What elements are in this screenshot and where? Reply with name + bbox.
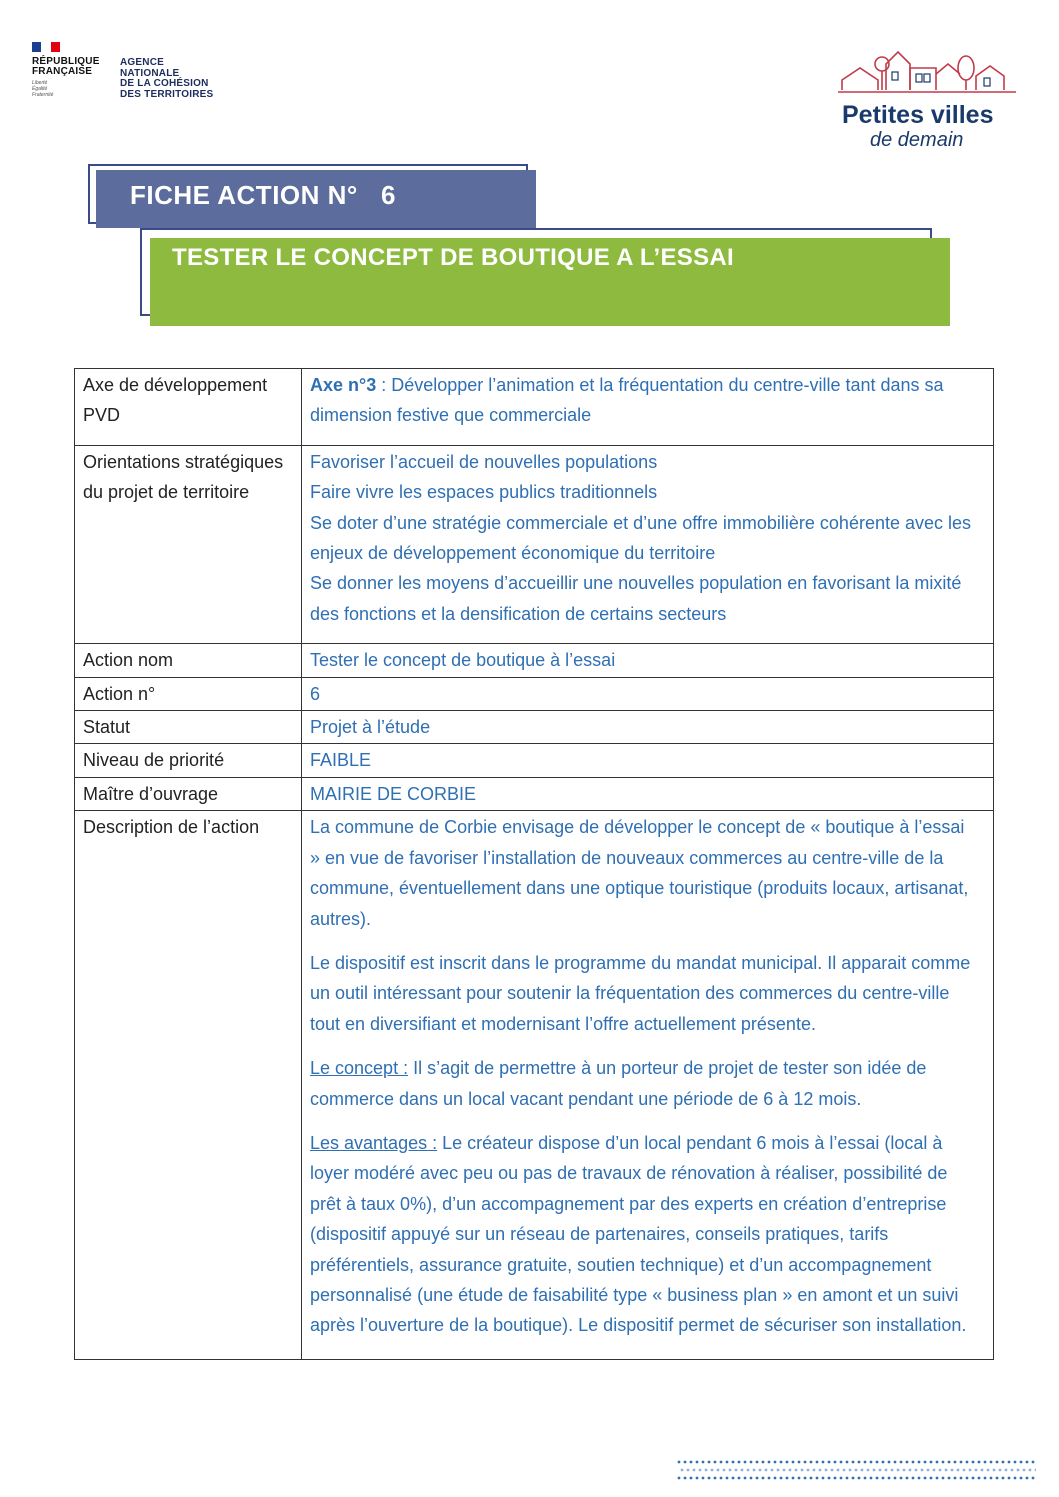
decorative-dot bbox=[696, 1477, 699, 1480]
decorative-dot bbox=[750, 1477, 753, 1480]
decorative-dot bbox=[876, 1477, 879, 1480]
decorative-dot bbox=[900, 1477, 903, 1480]
description-paragraph: La commune de Corbie envisage de développer le concept de « boutique à l’essai » en vue de favoriser l’installation de nouveaux commerces au centre-ville de la commune, éventuellement dans une optique touristique (produits locaux, artisanat, autres). bbox=[310, 817, 969, 929]
decorative-dot bbox=[1014, 1477, 1017, 1480]
decorative-dot bbox=[774, 1461, 777, 1464]
decorative-dot bbox=[780, 1461, 783, 1464]
decorative-dot bbox=[942, 1461, 945, 1464]
axe-text: : Développer l’animation et la fréquentation du centre-ville tant dans sa dimension festive que commerciale bbox=[310, 375, 944, 426]
decorative-dot bbox=[954, 1461, 957, 1464]
decorative-dot bbox=[861, 1469, 864, 1472]
row-label: Statut bbox=[75, 711, 302, 744]
decorative-dot bbox=[690, 1477, 693, 1480]
decorative-dot bbox=[897, 1469, 900, 1472]
decorative-dot bbox=[954, 1477, 957, 1480]
decorative-dot bbox=[681, 1469, 684, 1472]
decorative-dot bbox=[696, 1461, 699, 1464]
decorative-dot bbox=[741, 1469, 744, 1472]
decorative-dot bbox=[1005, 1469, 1008, 1472]
decorative-dot bbox=[912, 1477, 915, 1480]
decorative-dot bbox=[711, 1469, 714, 1472]
decorative-dot bbox=[966, 1461, 969, 1464]
decorative-dot bbox=[756, 1461, 759, 1464]
decorative-dot bbox=[738, 1477, 741, 1480]
list-item: Faire vivre les espaces publics traditionnels bbox=[310, 482, 658, 503]
decorative-dot bbox=[918, 1477, 921, 1480]
decorative-dot bbox=[735, 1469, 738, 1472]
decorative-dot bbox=[843, 1469, 846, 1472]
decorative-dot bbox=[1020, 1477, 1023, 1480]
table-row bbox=[75, 445, 994, 643]
row-value bbox=[302, 811, 994, 1360]
decorative-dot bbox=[714, 1477, 717, 1480]
decorative-dot bbox=[945, 1469, 948, 1472]
decorative-dot bbox=[759, 1469, 762, 1472]
decorative-dot bbox=[924, 1477, 927, 1480]
decorative-dot bbox=[684, 1477, 687, 1480]
decorative-dot bbox=[960, 1461, 963, 1464]
row-value: Projet à l’étude bbox=[302, 711, 994, 744]
decorative-dot bbox=[684, 1461, 687, 1464]
petites-villes-de-demain-logo bbox=[836, 44, 1026, 154]
decorative-dot bbox=[876, 1461, 879, 1464]
decorative-dot bbox=[993, 1469, 996, 1472]
decorative-dot bbox=[723, 1469, 726, 1472]
decorative-dot bbox=[762, 1477, 765, 1480]
decorative-dot bbox=[927, 1469, 930, 1472]
republique-francaise-text: RÉPUBLIQUE FRANÇAISE bbox=[32, 56, 100, 77]
decorative-dot bbox=[771, 1469, 774, 1472]
decorative-dot bbox=[786, 1461, 789, 1464]
decorative-dot bbox=[765, 1469, 768, 1472]
decorative-dot bbox=[948, 1461, 951, 1464]
decorative-dot bbox=[807, 1469, 810, 1472]
decorative-dot bbox=[870, 1477, 873, 1480]
decorative-dot bbox=[879, 1469, 882, 1472]
decorative-dot bbox=[1002, 1461, 1005, 1464]
decorative-dot bbox=[768, 1461, 771, 1464]
decorative-dot bbox=[810, 1477, 813, 1480]
decorative-dot bbox=[810, 1461, 813, 1464]
decorative-dot bbox=[693, 1469, 696, 1472]
decorative-dot bbox=[972, 1461, 975, 1464]
decorative-dot bbox=[894, 1461, 897, 1464]
decorative-dot bbox=[891, 1469, 894, 1472]
list-item: Se donner les moyens d’accueillir une nouvelles population en favorisant la mixité des fonctions et la densification de certains secteurs bbox=[310, 573, 962, 624]
decorative-dot bbox=[720, 1461, 723, 1464]
concept-text: Il s’agit de permettre à un porteur de projet de tester son idée de commerce dans un local vacant pendant une période de 6 à 12 mois. bbox=[310, 1058, 927, 1109]
row-label: Description de l’action bbox=[75, 811, 302, 1360]
decorative-dot bbox=[702, 1461, 705, 1464]
decorative-dot bbox=[1035, 1469, 1036, 1472]
decorative-dot bbox=[900, 1461, 903, 1464]
decorative-dot bbox=[1002, 1477, 1005, 1480]
decorative-dot bbox=[936, 1461, 939, 1464]
decorative-dot bbox=[1014, 1461, 1017, 1464]
decorative-dots-pattern bbox=[676, 1458, 1036, 1482]
decorative-dot bbox=[708, 1461, 711, 1464]
decorative-dot bbox=[903, 1469, 906, 1472]
row-label: Orientations stratégiques du projet de territoire bbox=[75, 445, 302, 643]
decorative-dot bbox=[915, 1469, 918, 1472]
decorative-dot bbox=[966, 1477, 969, 1480]
decorative-dot bbox=[960, 1477, 963, 1480]
devise-text: Liberté Égalité Fraternité bbox=[32, 80, 54, 98]
decorative-dot bbox=[894, 1477, 897, 1480]
row-label: Action n° bbox=[75, 677, 302, 710]
decorative-dot bbox=[750, 1461, 753, 1464]
row-value: FAIBLE bbox=[302, 744, 994, 777]
decorative-dot bbox=[702, 1477, 705, 1480]
decorative-dot bbox=[798, 1477, 801, 1480]
decorative-dot bbox=[783, 1469, 786, 1472]
decorative-dot bbox=[804, 1477, 807, 1480]
decorative-dot bbox=[948, 1477, 951, 1480]
decorative-dot bbox=[726, 1477, 729, 1480]
decorative-dot bbox=[885, 1469, 888, 1472]
decorative-dot bbox=[846, 1461, 849, 1464]
decorative-dot bbox=[912, 1461, 915, 1464]
action-title: TESTER LE CONCEPT DE BOUTIQUE A L’ESSAI bbox=[172, 244, 734, 271]
decorative-dot bbox=[792, 1477, 795, 1480]
decorative-dot bbox=[717, 1469, 720, 1472]
decorative-dot bbox=[846, 1477, 849, 1480]
decorative-dot bbox=[999, 1469, 1002, 1472]
fiche-action-number: FICHE ACTION N° 6 bbox=[130, 180, 396, 210]
decorative-dot bbox=[858, 1477, 861, 1480]
table-row bbox=[75, 811, 994, 1360]
decorative-dot bbox=[1026, 1477, 1029, 1480]
fiche-action-table bbox=[74, 368, 994, 1360]
decorative-dot bbox=[678, 1477, 681, 1480]
table-row bbox=[75, 711, 994, 744]
decorative-dot bbox=[777, 1469, 780, 1472]
decorative-dot bbox=[819, 1469, 822, 1472]
decorative-dot bbox=[852, 1477, 855, 1480]
decorative-dot bbox=[921, 1469, 924, 1472]
decorative-dot bbox=[756, 1477, 759, 1480]
decorative-dot bbox=[978, 1461, 981, 1464]
decorative-dot bbox=[930, 1461, 933, 1464]
decorative-dot bbox=[909, 1469, 912, 1472]
decorative-dot bbox=[936, 1477, 939, 1480]
decorative-dot bbox=[1029, 1469, 1032, 1472]
decorative-dot bbox=[1008, 1461, 1011, 1464]
french-flag-icon bbox=[32, 42, 60, 52]
decorative-dot bbox=[972, 1477, 975, 1480]
decorative-dot bbox=[762, 1461, 765, 1464]
list-item: Favoriser l’accueil de nouvelles populations bbox=[310, 451, 658, 472]
decorative-dot bbox=[852, 1461, 855, 1464]
decorative-dot bbox=[789, 1469, 792, 1472]
decorative-dot bbox=[933, 1469, 936, 1472]
decorative-dot bbox=[726, 1461, 729, 1464]
decorative-dot bbox=[867, 1469, 870, 1472]
row-label: Maître d’ouvrage bbox=[75, 777, 302, 810]
decorative-dot bbox=[1026, 1461, 1029, 1464]
decorative-dot bbox=[699, 1469, 702, 1472]
decorative-dot bbox=[963, 1469, 966, 1472]
decorative-dot bbox=[906, 1461, 909, 1464]
decorative-dot bbox=[864, 1461, 867, 1464]
table-row bbox=[75, 777, 994, 810]
decorative-dot bbox=[678, 1461, 681, 1464]
decorative-dot bbox=[714, 1461, 717, 1464]
row-value: Tester le concept de boutique à l’essai bbox=[302, 644, 994, 677]
row-label: Axe de développement PVD bbox=[75, 369, 302, 446]
axe-number: Axe n°3 bbox=[310, 375, 377, 395]
concept-label: Le concept : bbox=[310, 1058, 409, 1079]
decorative-dot bbox=[831, 1469, 834, 1472]
decorative-dot bbox=[828, 1461, 831, 1464]
decorative-dot bbox=[855, 1469, 858, 1472]
decorative-dot bbox=[981, 1469, 984, 1472]
decorative-dot bbox=[732, 1477, 735, 1480]
decorative-dot bbox=[840, 1477, 843, 1480]
row-label: Niveau de priorité bbox=[75, 744, 302, 777]
decorative-dot bbox=[918, 1461, 921, 1464]
decorative-dot bbox=[1023, 1469, 1026, 1472]
pvd-title: Petites villes bbox=[842, 101, 994, 129]
list-item: Se doter d’une stratégie commerciale et d’une offre immobilière cohérente avec les enjeux de développement économique du territoire bbox=[310, 512, 972, 564]
decorative-dot bbox=[813, 1469, 816, 1472]
decorative-dot bbox=[822, 1461, 825, 1464]
decorative-dot bbox=[828, 1477, 831, 1480]
decorative-dot bbox=[774, 1477, 777, 1480]
decorative-dot bbox=[882, 1461, 885, 1464]
anct-text: AGENCE NATIONALE DE LA COHÉSION DES TERRITOIRES bbox=[120, 57, 214, 100]
decorative-dot bbox=[990, 1477, 993, 1480]
decorative-dot bbox=[825, 1469, 828, 1472]
decorative-dot bbox=[996, 1461, 999, 1464]
description-paragraph bbox=[310, 1053, 977, 1114]
decorative-dot bbox=[804, 1461, 807, 1464]
decorative-dot bbox=[744, 1461, 747, 1464]
decorative-dot bbox=[987, 1469, 990, 1472]
decorative-dot bbox=[837, 1469, 840, 1472]
rf-anct-logo bbox=[32, 42, 222, 106]
decorative-dot bbox=[906, 1477, 909, 1480]
decorative-dot bbox=[1008, 1477, 1011, 1480]
decorative-dot bbox=[798, 1461, 801, 1464]
decorative-dot bbox=[753, 1469, 756, 1472]
table-row bbox=[75, 677, 994, 710]
decorative-dot bbox=[951, 1469, 954, 1472]
row-value: MAIRIE DE CORBIE bbox=[302, 777, 994, 810]
decorative-dot bbox=[744, 1477, 747, 1480]
decorative-dot bbox=[795, 1469, 798, 1472]
decorative-dot bbox=[864, 1477, 867, 1480]
decorative-dot bbox=[816, 1477, 819, 1480]
decorative-dot bbox=[984, 1477, 987, 1480]
decorative-dot bbox=[957, 1469, 960, 1472]
decorative-dot bbox=[1017, 1469, 1020, 1472]
description-paragraph bbox=[310, 1128, 977, 1341]
decorative-dot bbox=[822, 1477, 825, 1480]
decorative-dot bbox=[849, 1469, 852, 1472]
decorative-dot bbox=[780, 1477, 783, 1480]
description-paragraph: Le dispositif est inscrit dans le programme du mandat municipal. Il apparait comme un outil intéressant pour soutenir la fréquentation des commerces du centre-ville tout en diversifiant et modernisant l’offre actuellement présente. bbox=[310, 952, 971, 1034]
table-row bbox=[75, 369, 994, 446]
decorative-dot bbox=[1011, 1469, 1014, 1472]
decorative-dot bbox=[969, 1469, 972, 1472]
decorative-dot bbox=[768, 1477, 771, 1480]
decorative-dot bbox=[729, 1469, 732, 1472]
decorative-dot bbox=[984, 1461, 987, 1464]
avantages-label: Les avantages : bbox=[310, 1132, 438, 1153]
decorative-dot bbox=[801, 1469, 804, 1472]
row-value: 6 bbox=[302, 677, 994, 710]
table-row bbox=[75, 644, 994, 677]
decorative-dot bbox=[870, 1461, 873, 1464]
decorative-dot bbox=[978, 1477, 981, 1480]
decorative-dot bbox=[690, 1461, 693, 1464]
avantages-text: Le créateur dispose d’un local pendant 6 mois à l’essai (local à loyer modéré avec peu ou pas de travaux de rénovation à réaliser, possibilité de prêt à taux 0%), d’un accompagnement par des experts en création d’entreprise (dispositif appuyé sur un réseau de partenaires, conseils pratiques, tarifs préférentiels, assurance gratuite, soutien technique) et d’un accompagnement personnalisé (une étude de faisabilité type « business plan » en amont et un suivi après l’ouverture de la boutique). Le dispositif permet de sécuriser son installation. bbox=[310, 1132, 967, 1336]
decorative-dot bbox=[939, 1469, 942, 1472]
decorative-dot bbox=[1032, 1477, 1035, 1480]
decorative-dot bbox=[924, 1461, 927, 1464]
decorative-dot bbox=[747, 1469, 750, 1472]
decorative-dot bbox=[816, 1461, 819, 1464]
row-value bbox=[302, 369, 994, 446]
decorative-dot bbox=[786, 1477, 789, 1480]
decorative-dot bbox=[720, 1477, 723, 1480]
decorative-dot bbox=[858, 1461, 861, 1464]
decorative-dot bbox=[792, 1461, 795, 1464]
decorative-dot bbox=[732, 1461, 735, 1464]
decorative-dot bbox=[1032, 1461, 1035, 1464]
decorative-dot bbox=[888, 1477, 891, 1480]
decorative-dot bbox=[738, 1461, 741, 1464]
pvd-subtitle: de demain bbox=[870, 129, 964, 151]
village-rooftops-icon bbox=[836, 44, 1026, 104]
decorative-dot bbox=[888, 1461, 891, 1464]
decorative-dot bbox=[834, 1461, 837, 1464]
row-label: Action nom bbox=[75, 644, 302, 677]
decorative-dot bbox=[834, 1477, 837, 1480]
decorative-dot bbox=[708, 1477, 711, 1480]
decorative-dot bbox=[996, 1477, 999, 1480]
decorative-dot bbox=[930, 1477, 933, 1480]
table-row bbox=[75, 744, 994, 777]
decorative-dot bbox=[882, 1477, 885, 1480]
row-value bbox=[302, 445, 994, 643]
decorative-dot bbox=[975, 1469, 978, 1472]
decorative-dot bbox=[705, 1469, 708, 1472]
decorative-dot bbox=[840, 1461, 843, 1464]
decorative-dot bbox=[687, 1469, 690, 1472]
decorative-dot bbox=[990, 1461, 993, 1464]
decorative-dot bbox=[942, 1477, 945, 1480]
decorative-dot bbox=[1020, 1461, 1023, 1464]
decorative-dot bbox=[873, 1469, 876, 1472]
